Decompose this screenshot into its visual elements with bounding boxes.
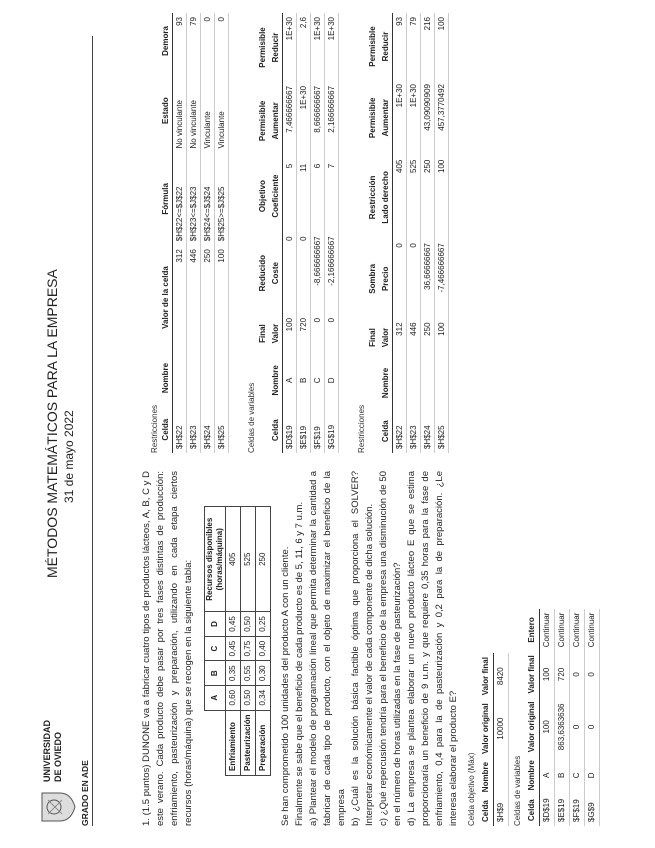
restr2-header: Precio: [379, 239, 393, 318]
restr2-header: Lado derecho: [379, 156, 393, 240]
cell: 2,166666667: [325, 82, 339, 160]
table-row: [173, 13, 187, 453]
resource-header: Recursos disponibles (horas/máquina): [205, 507, 226, 612]
cell: 457,3770492: [435, 80, 449, 156]
cell: $H$22<=$J$22: [173, 152, 187, 245]
cell: $H$25>=$J$25: [215, 152, 229, 245]
cell: 0: [407, 239, 421, 318]
cell: $H$22: [393, 409, 407, 453]
cell: [215, 350, 229, 407]
cell: 0: [570, 651, 585, 697]
resource-cell: 0,50: [241, 612, 256, 637]
resource-cell: 0,45: [226, 612, 241, 637]
cell: 100: [540, 698, 555, 757]
cell: 720: [297, 314, 311, 353]
resource-cell: 0,45: [226, 636, 241, 661]
cell: -2,166666667: [325, 232, 339, 314]
restr2-header: Celda: [379, 409, 393, 453]
variables-section-label: Celdas de variables: [513, 755, 522, 826]
cell: 100: [283, 314, 297, 353]
cell: 93: [393, 13, 407, 80]
cell: 0: [585, 651, 600, 697]
cell: D: [585, 756, 600, 794]
cell: $H$23: [407, 409, 421, 453]
resource-phase: Enfriamiento: [226, 710, 241, 775]
cell: 100: [435, 318, 449, 356]
resource-cell: 0,34: [256, 685, 271, 710]
vars-header: Celda: [269, 407, 283, 453]
variables-header: Valor final: [525, 651, 540, 697]
header-top: Final: [258, 324, 267, 343]
cell: 863,6363636: [555, 698, 570, 757]
cell: 8,666666667: [311, 82, 325, 160]
university-name-line1: UNIVERSIDAD: [42, 719, 52, 782]
cell: 1E+30: [283, 13, 297, 82]
resource-cell: 0,30: [256, 661, 271, 686]
cell: 446: [187, 245, 201, 350]
cell: 100: [215, 245, 229, 350]
cell: Vinculante: [215, 69, 229, 153]
vars-header: Coeficiente: [269, 160, 283, 233]
cell: A: [283, 353, 297, 407]
objective-header: Valor final: [479, 653, 494, 699]
variables-header: Celda: [525, 794, 540, 826]
cell: $D$19: [283, 407, 297, 453]
objective-header: Valor original: [479, 699, 494, 758]
cell: Continuar: [555, 609, 570, 652]
table-row: [435, 13, 449, 453]
vars-header: Valor: [269, 314, 283, 353]
header-rule: [92, 36, 93, 826]
table-row: [325, 13, 339, 453]
table-row: [187, 13, 201, 453]
restr2-header: Valor: [379, 318, 393, 356]
header-top: [366, 409, 379, 453]
cell: 0: [297, 232, 311, 314]
degree-label: GRADO EN ADE: [80, 760, 90, 826]
cell: Continuar: [540, 609, 555, 652]
objective-section-label: Celda objetivo (Máx): [467, 752, 476, 826]
table-row: [297, 13, 311, 453]
variables-sensitivity-label: Celdas de variables: [247, 382, 256, 453]
cell: 5: [283, 160, 297, 233]
cell: 405: [393, 156, 407, 240]
header-top: Restricción: [368, 175, 377, 220]
cell: 43,09090909: [421, 80, 435, 156]
restr-header: Estado: [159, 69, 173, 153]
cell: 720: [555, 651, 570, 697]
restr2-header: Nombre: [379, 357, 393, 410]
cell: $H$23: [187, 406, 201, 453]
question-b: b) ¿Cuál es la solución básica factible óptima que proporciona el SOLVER? Interpretar económicamente el valor de cada componente de dicha solución.: [350, 471, 375, 826]
cell: 100: [540, 651, 555, 697]
table-row: [421, 13, 435, 453]
resource-cell: 405: [226, 507, 241, 612]
cell: 1E+30: [325, 13, 339, 82]
resource-table: [204, 506, 271, 776]
restr2-header: Reducir: [379, 13, 393, 80]
objective-header: Nombre: [479, 758, 494, 796]
resource-row: [241, 507, 256, 776]
cell: $F$19: [311, 407, 325, 453]
cell: 36,66666667: [421, 239, 435, 318]
header-top: Final: [368, 328, 377, 347]
cell: [421, 357, 435, 410]
resource-cell: 0,35: [226, 661, 241, 686]
restrictions-sensitivity-label: Restricciones: [357, 404, 366, 453]
cell: 1E+30: [297, 82, 311, 160]
cell: 312: [173, 245, 187, 350]
variables-sensitivity-table: [256, 13, 339, 453]
header-top: [256, 407, 269, 453]
restrictions-answer-table: [159, 13, 229, 453]
cell: $D$19: [540, 794, 555, 826]
resource-cell: 0,25: [256, 612, 271, 637]
restr2-header: Aumentar: [379, 80, 393, 156]
cell: [173, 350, 187, 407]
restr-header: Demora: [159, 13, 173, 69]
problem-intro: 1. (1.5 puntos) DUNONE va a fabricar cuatro tipos de productos lácteos, A, B, C y D este verano. Cada producto debe pasar por tres fases distintas de producción: enfriamiento, pasteurización y preparación, utilizando en cada etapa ciertos recursos (horas/máquina) que se recogen en la siguiente tabla:: [141, 471, 194, 826]
restr-header: Fórmula: [159, 152, 173, 245]
header-top: Sombra: [368, 263, 377, 294]
cell: 1E+30: [407, 80, 421, 156]
objective-table: [479, 653, 509, 826]
restrictions-sensitivity-table: [366, 13, 449, 453]
table-row: [585, 609, 600, 826]
cell: $H$24: [421, 409, 435, 453]
cell: 0: [325, 314, 339, 353]
table-row: [393, 13, 407, 453]
cell: Continuar: [585, 609, 600, 652]
university-seal-icon: [38, 790, 76, 824]
resource-row: [226, 507, 241, 776]
variables-header: Entero: [525, 609, 540, 652]
cell: [435, 357, 449, 410]
cell: 100: [435, 156, 449, 240]
header-top: Permisible: [368, 97, 377, 139]
cell: 0: [201, 13, 215, 69]
cell: 0: [283, 232, 297, 314]
cell: 312: [393, 318, 407, 356]
table-row: [311, 13, 325, 453]
cell: Vinculante: [201, 69, 215, 153]
cell: 7: [325, 160, 339, 233]
cell: 525: [407, 156, 421, 240]
resource-header: A: [205, 685, 226, 710]
header-top: Reducido: [258, 254, 267, 292]
cell: $H$24<=$J$24: [201, 152, 215, 245]
cell: 250: [201, 245, 215, 350]
cell: $E$19: [555, 794, 570, 826]
cell: 216: [421, 13, 435, 80]
cell: $G$19: [325, 407, 339, 453]
cell: C: [311, 353, 325, 407]
table-row: [215, 13, 229, 453]
cell: No vinculante: [173, 69, 187, 153]
cell: $H$25: [435, 409, 449, 453]
university-name-line2: DE OVIEDO: [53, 731, 63, 782]
cell: 2,6: [297, 13, 311, 82]
cell: -7,466666667: [435, 239, 449, 318]
cell: 11: [297, 160, 311, 233]
resource-phase: Pasteurización: [241, 710, 256, 775]
resource-cell: 0,40: [256, 636, 271, 661]
cell: [494, 758, 509, 796]
resource-cell: 525: [241, 507, 256, 612]
question-a: a) Plantear el modelo de programación lineal que permita determinar la cantidad a fabricar de cada tipo de producto, con el objeto de maximizar el beneficio de la empresa: [308, 471, 347, 826]
cell: 6: [311, 160, 325, 233]
cell: 1E+30: [311, 13, 325, 82]
header-top: Permisible: [258, 100, 267, 142]
question-d: d) La empresa se plantea elaborar un nuevo producto lácteo E que se estima proporcionaría un beneficio de 9 u.m. y que requiere 0,35 horas para la fase de enfriamiento, 0,4 para la de pasteurización y 0,2 para la de preparación. ¿Le interesa elaborar el producto E?: [406, 471, 459, 826]
table-row: [540, 609, 555, 826]
header-top: Permisible: [258, 27, 267, 68]
objective-header: Celda: [479, 796, 494, 826]
cell: 79: [407, 13, 421, 80]
cell: 250: [421, 318, 435, 356]
restr-header: Celda: [159, 406, 173, 453]
cell: 0: [393, 239, 407, 318]
resource-cell: 0,60: [226, 685, 241, 710]
cell: B: [297, 353, 311, 407]
resource-header: [205, 710, 226, 775]
cell: $H$9: [494, 796, 509, 826]
cell: 8420: [494, 653, 509, 699]
table-row: [494, 653, 509, 826]
cell: D: [325, 353, 339, 407]
cell: A: [540, 756, 555, 794]
resource-cell: 0,75: [241, 636, 256, 661]
cell: $H$24: [201, 406, 215, 453]
cell: B: [555, 756, 570, 794]
cell: 93: [173, 13, 187, 69]
cell: $H$23<=$J$23: [187, 152, 201, 245]
exam-date: 31 de mayo 2022: [62, 410, 76, 503]
restr-header: Nombre: [159, 350, 173, 407]
resource-header: C: [205, 636, 226, 661]
cell: 446: [407, 318, 421, 356]
cell: Continuar: [570, 609, 585, 652]
header-top: Permisible: [368, 26, 377, 67]
cell: $E$19: [297, 407, 311, 453]
vars-header: Coste: [269, 232, 283, 314]
cell: 7,466666667: [283, 82, 297, 160]
problem-text: [279, 471, 461, 826]
cell: 0: [570, 698, 585, 757]
resource-cell: 250: [256, 507, 271, 612]
variables-header: Valor original: [525, 698, 540, 757]
variables-table: [525, 609, 600, 826]
header-top: Objetivo: [258, 180, 267, 213]
cell: C: [570, 756, 585, 794]
table-row: [570, 609, 585, 826]
variables-header: Nombre: [525, 756, 540, 794]
cell: [187, 350, 201, 407]
course-title: MÉTODOS MATEMÁTICOS PARA LA EMPRESA: [44, 269, 60, 578]
cell: 0: [311, 314, 325, 353]
problem-line: Finalmente se sabe que el beneficio de cada producto es de 5, 11, 6 y 7 u.m.: [294, 501, 305, 826]
resource-header: D: [205, 612, 226, 637]
table-row: [201, 13, 215, 453]
vars-header: Aumentar: [269, 82, 283, 160]
question-c: c) ¿Qué repercusión tendría para el beneficio de la empresa una disminución de 50 en el número de horas utilizadas en la fase de pasteurización?: [378, 471, 403, 826]
cell: [407, 357, 421, 410]
resource-cell: 0,50: [241, 685, 256, 710]
cell: 1E+30: [393, 80, 407, 156]
cell: No vinculante: [187, 69, 201, 153]
cell: $F$19: [570, 794, 585, 826]
resource-cell: 0,55: [241, 661, 256, 686]
vars-header: Nombre: [269, 353, 283, 407]
header-top: [256, 353, 269, 407]
restrictions-section-label: Restricciones: [150, 404, 159, 453]
cell: 79: [187, 13, 201, 69]
problem-line: Se han comprometido 100 unidades del producto A con un cliente.: [280, 546, 291, 826]
cell: 0: [585, 698, 600, 757]
cell: $H$25: [215, 406, 229, 453]
resource-phase: Preparación: [256, 710, 271, 775]
cell: $H$22: [173, 406, 187, 453]
resource-row: [256, 507, 271, 776]
cell: [201, 350, 215, 407]
vars-header: Reducir: [269, 13, 283, 82]
cell: 250: [421, 156, 435, 240]
table-row: [283, 13, 297, 453]
header-top: [366, 357, 379, 410]
cell: 100: [435, 13, 449, 80]
cell: [393, 357, 407, 410]
cell: 10000: [494, 699, 509, 758]
resource-header: B: [205, 661, 226, 686]
restr-header: Valor de la celda: [159, 245, 173, 350]
cell: $G$9: [585, 794, 600, 826]
table-row: [407, 13, 421, 453]
cell: -8,666666667: [311, 232, 325, 314]
table-row: [555, 609, 570, 826]
cell: 0: [215, 13, 229, 69]
